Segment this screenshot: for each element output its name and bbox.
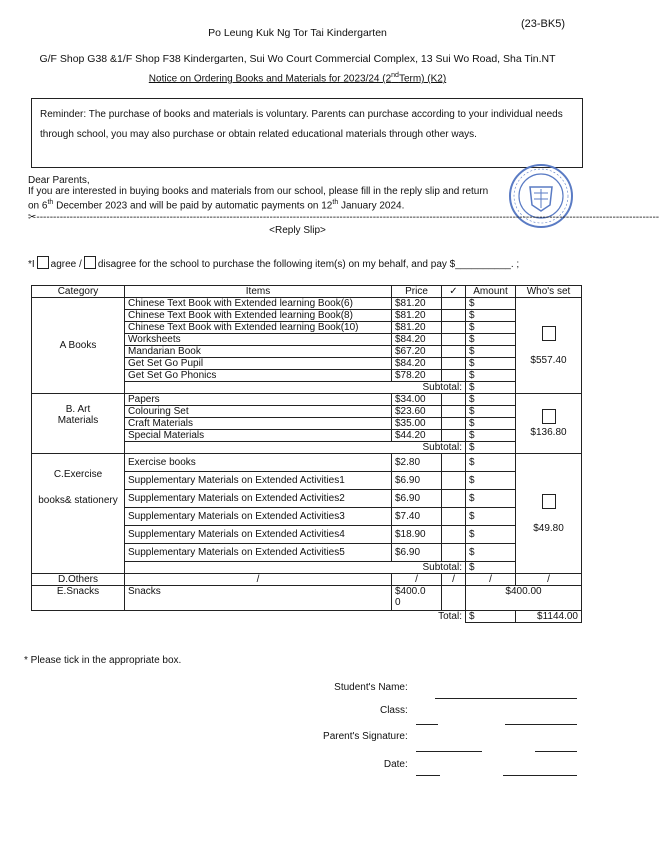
colon: :	[405, 731, 408, 742]
item-name: Get Set Go Phonics	[125, 370, 392, 382]
notice-title: Notice on Ordering Books and Materials for 2023/24 (2ndTerm) (K2)	[148, 72, 447, 85]
table-row	[32, 586, 582, 611]
header-category: Category	[32, 286, 125, 298]
subtotal-label: Subtotal:	[125, 442, 466, 454]
item-amount[interactable]: $	[466, 418, 516, 430]
disagree-label: disagree for the school to purchase the following item(s) on my behalf, and pay $	[97, 259, 456, 270]
category-art: B. Art Materials	[32, 394, 125, 454]
header-amount: Amount	[466, 286, 516, 298]
agree-checkbox[interactable]	[37, 256, 49, 269]
table-row	[32, 298, 582, 310]
item-tick[interactable]	[442, 418, 466, 430]
item-amount[interactable]: $	[466, 490, 516, 508]
subtotal-amount[interactable]: $	[466, 562, 516, 574]
item-name: Supplementary Materials on Extended Activities3	[125, 508, 392, 526]
agree-line	[28, 256, 519, 270]
category-books: A Books	[32, 298, 125, 394]
others-items: /	[125, 574, 392, 586]
item-price: $18.90	[392, 526, 442, 544]
item-price: $81.20	[392, 298, 442, 310]
item-price: $81.20	[392, 322, 442, 334]
snacks-price: $400.0 0	[392, 586, 442, 611]
class-field-a[interactable]	[416, 724, 438, 725]
snacks-tick[interactable]	[442, 586, 466, 611]
letter-line-1: If you are interested in buying books and materials from our school, please fill in the reply slip and return	[28, 186, 489, 197]
item-tick[interactable]	[442, 298, 466, 310]
category-snacks: E.Snacks	[32, 586, 125, 611]
category-others: D.Others	[32, 574, 125, 586]
set-total: $1144.00	[516, 611, 582, 623]
subtotal-label: Subtotal:	[125, 562, 466, 574]
signature-field-a[interactable]	[416, 751, 482, 752]
item-amount[interactable]: $	[466, 358, 516, 370]
others-set: /	[516, 574, 582, 586]
item-tick[interactable]	[442, 394, 466, 406]
books-whole-set	[516, 298, 582, 394]
letter-line-2: on 6th December 2023 and will be paid by automatic payments on 12th January 2024.	[28, 199, 405, 212]
item-amount[interactable]: $	[466, 322, 516, 334]
item-amount[interactable]: $	[466, 526, 516, 544]
item-amount[interactable]: $	[466, 454, 516, 472]
item-name: Special Materials	[125, 430, 392, 442]
item-name: Chinese Text Book with Extended learning Book(6)	[125, 298, 392, 310]
item-name: Get Set Go Pupil	[125, 358, 392, 370]
subtotal-label: Subtotal:	[125, 382, 466, 394]
item-tick[interactable]	[442, 472, 466, 490]
snacks-amount: $400.00	[466, 586, 582, 611]
item-price: $84.20	[392, 358, 442, 370]
table-row	[32, 394, 582, 406]
class-field-b[interactable]	[505, 724, 577, 725]
order-table	[31, 285, 582, 623]
snacks-item: Snacks	[125, 586, 392, 611]
class-label: Class	[379, 705, 405, 716]
subtotal-amount[interactable]: $	[466, 382, 516, 394]
student-name-field[interactable]	[435, 698, 577, 699]
others-price: /	[392, 574, 442, 586]
date-field-a[interactable]	[416, 775, 440, 776]
item-tick[interactable]	[442, 370, 466, 382]
agree-suffix: . ;	[510, 259, 520, 270]
item-amount[interactable]: $	[466, 346, 516, 358]
total-amount[interactable]: $	[466, 611, 516, 623]
header-price: Price	[392, 286, 442, 298]
item-name: Craft Materials	[125, 418, 392, 430]
item-price: $23.60	[392, 406, 442, 418]
student-name-label: Student's Name	[334, 682, 405, 693]
agree-prefix: *I	[28, 259, 35, 270]
item-tick[interactable]	[442, 508, 466, 526]
amount-blank[interactable]: __________	[455, 259, 511, 270]
item-amount[interactable]: $	[466, 310, 516, 322]
item-name: Colouring Set	[125, 406, 392, 418]
total-row	[32, 611, 582, 623]
school-address: G/F Shop G38 &1/F Shop F38 Kindergarten, Sui Wo Court Commercial Complex, 13 Sui Wo Road, Sha Tin.NT	[39, 53, 556, 65]
date-label: Date	[383, 759, 405, 770]
subtotal-amount[interactable]: $	[466, 442, 516, 454]
item-name: Chinese Text Book with Extended learning Book(8)	[125, 310, 392, 322]
item-amount[interactable]: $	[466, 370, 516, 382]
item-amount[interactable]: $	[466, 394, 516, 406]
item-tick[interactable]	[442, 544, 466, 562]
category-exercise: C.Exercise books& stationery	[32, 454, 125, 574]
signature-field-b[interactable]	[535, 751, 577, 752]
cut-line: ✂-------------------------------------------------------------------------------------------------------------------------------------------------------------------------------------------	[28, 212, 659, 223]
books-set-price: $557.40	[530, 354, 567, 366]
total-label: Total:	[32, 611, 466, 623]
item-price: $7.40	[392, 508, 442, 526]
item-name: Supplementary Materials on Extended Activities1	[125, 472, 392, 490]
item-tick[interactable]	[442, 346, 466, 358]
item-name: Worksheets	[125, 334, 392, 346]
header-items: Items	[125, 286, 392, 298]
item-amount[interactable]: $	[466, 430, 516, 442]
item-price: $84.20	[392, 334, 442, 346]
table-header	[32, 286, 582, 298]
item-price: $44.20	[392, 430, 442, 442]
item-price: $6.90	[392, 544, 442, 562]
item-price: $2.80	[392, 454, 442, 472]
item-name: Supplementary Materials on Extended Activities2	[125, 490, 392, 508]
item-amount[interactable]: $	[466, 406, 516, 418]
item-tick[interactable]	[442, 322, 466, 334]
others-amount: /	[466, 574, 516, 586]
date-field-b[interactable]	[503, 775, 577, 776]
item-amount[interactable]: $	[466, 472, 516, 490]
colon: :	[405, 705, 408, 716]
item-price: $81.20	[392, 310, 442, 322]
item-tick[interactable]	[442, 526, 466, 544]
item-tick[interactable]	[442, 430, 466, 442]
disagree-checkbox[interactable]	[84, 256, 96, 269]
item-price: $35.00	[392, 418, 442, 430]
reply-slip-title: <Reply Slip>	[269, 225, 326, 236]
table-row	[32, 574, 582, 586]
item-tick[interactable]	[442, 406, 466, 418]
art-whole-set	[516, 394, 582, 454]
reminder-box: Reminder: The purchase of books and materials is voluntary. Parents can purchase according to your individual needs through school, you may also purchase or obtain related educational materials through other ways.	[31, 98, 583, 168]
item-name: Supplementary Materials on Extended Activities4	[125, 526, 392, 544]
table-row	[32, 454, 582, 472]
salutation: Dear Parents,	[28, 175, 90, 186]
colon: :	[405, 682, 408, 693]
item-name: Papers	[125, 394, 392, 406]
item-name: Mandarian Book	[125, 346, 392, 358]
footnote: * Please tick in the appropriate box.	[24, 655, 182, 666]
item-tick[interactable]	[442, 310, 466, 322]
art-set-price: $136.80	[530, 427, 567, 438]
school-name: Po Leung Kuk Ng Tor Tai Kindergarten	[208, 27, 387, 39]
item-tick[interactable]	[442, 358, 466, 370]
item-tick[interactable]	[442, 490, 466, 508]
header-whole-set: Who's set	[516, 286, 582, 298]
item-price: $67.20	[392, 346, 442, 358]
item-tick[interactable]	[442, 454, 466, 472]
item-price: $78.20	[392, 370, 442, 382]
header-tick: ✓	[442, 286, 466, 298]
item-tick[interactable]	[442, 334, 466, 346]
signature-label: Parent's Signature	[323, 731, 405, 742]
exercise-set-price: $49.80	[533, 522, 564, 534]
item-name: Supplementary Materials on Extended Activities5	[125, 544, 392, 562]
item-price: $34.00	[392, 394, 442, 406]
letter-body	[28, 175, 488, 211]
item-amount[interactable]: $	[466, 334, 516, 346]
item-amount[interactable]: $	[466, 508, 516, 526]
colon: :	[405, 759, 408, 770]
exercise-whole-set	[516, 454, 582, 574]
item-amount[interactable]: $	[466, 544, 516, 562]
others-tick: /	[442, 574, 466, 586]
item-price: $6.90	[392, 472, 442, 490]
exercise-set-checkbox[interactable]	[542, 494, 556, 509]
item-price: $6.90	[392, 490, 442, 508]
agree-label: agree /	[50, 259, 82, 270]
form-code: (23-BK5)	[520, 18, 565, 30]
item-name: Exercise books	[125, 454, 392, 472]
art-set-checkbox[interactable]	[542, 409, 556, 424]
item-name: Chinese Text Book with Extended learning Book(10)	[125, 322, 392, 334]
item-amount[interactable]: $	[466, 298, 516, 310]
books-set-checkbox[interactable]	[542, 326, 556, 341]
